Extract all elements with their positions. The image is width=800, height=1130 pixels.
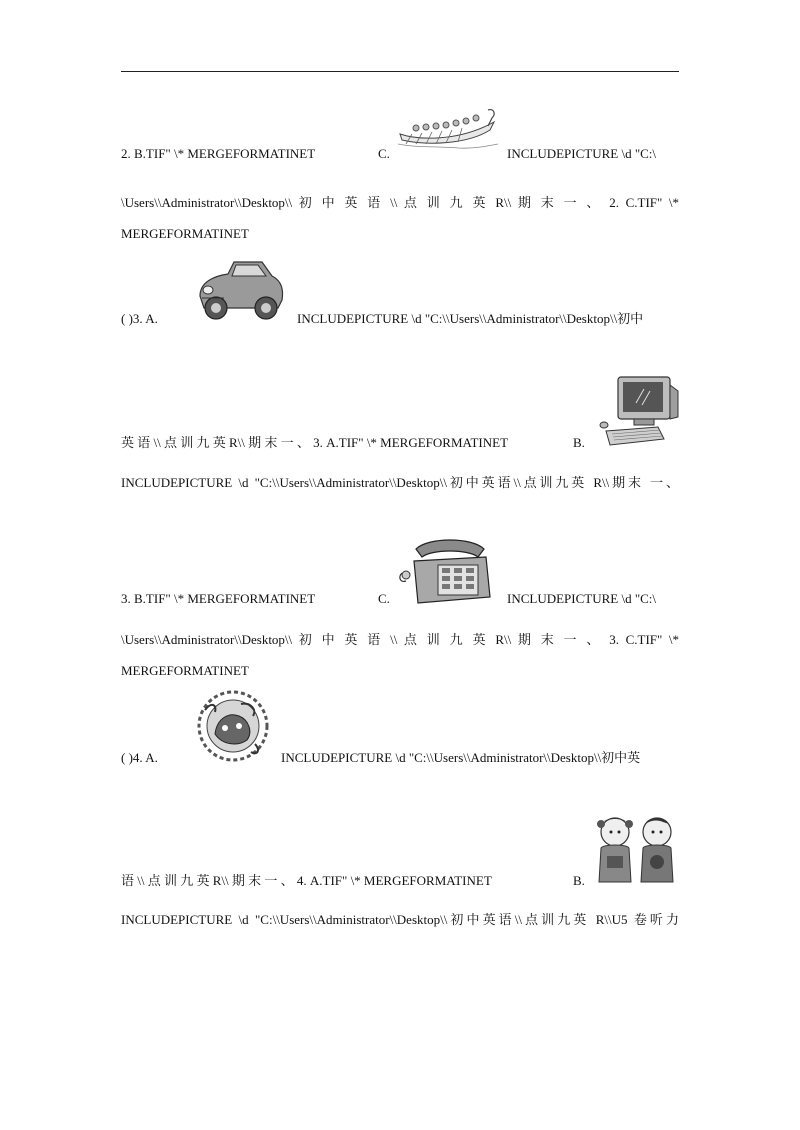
header-rule	[121, 71, 679, 72]
text-line-3: INCLUDEPICTURE \d "C:\\Users\\Administrator\\Desktop\\初中英语\\点训九英 R\\期末 一、	[121, 475, 679, 490]
row2-text-b: C.	[378, 146, 390, 161]
row6-text-b: INCLUDEPICTURE \d "C:\\Users\\Administrator\\Desktop\\初中英	[281, 750, 641, 765]
text-line-1: \Users\\Administrator\\Desktop\\ 初 中 英 语 \\ 点 训 九 英 R\\ 期 末 一 、 2. C.TIF" \*	[121, 195, 679, 210]
computer-image	[598, 375, 680, 447]
text-line-5: MERGEFORMATINET	[121, 663, 249, 678]
row2-text-a: 2. B.TIF" \* MERGEFORMATINET	[121, 146, 316, 161]
dragon-boat-image	[398, 100, 498, 150]
row4-text-a: 英 语 \\ 点 训 九 英 R\\ 期 末 一 、 3. A.TIF" \* MERGEFORMATINET	[121, 435, 509, 450]
telephone-image	[398, 535, 494, 607]
row4-text-b: B.	[573, 435, 585, 450]
text-line-2: MERGEFORMATINET	[121, 226, 249, 241]
row3-text-b: INCLUDEPICTURE \d "C:\\Users\\Administrator\\Desktop\\初中	[297, 311, 644, 326]
chinese-children-image	[593, 812, 681, 888]
row5-text-c: INCLUDEPICTURE \d "C:\	[507, 591, 657, 606]
text-line-4: \Users\\Administrator\\Desktop\\ 初 中 英 语 \\ 点 训 九 英 R\\ 期 末 一 、 3. C.TIF" \*	[121, 632, 679, 647]
row3-text-a: ( )3. A.	[121, 311, 158, 326]
car-image	[194, 252, 286, 324]
paper-cut-image	[195, 688, 271, 764]
text-line-6: INCLUDEPICTURE \d "C:\\Users\\Administrator\\Desktop\\初中英语\\点训九英 R\\U5 卷听力	[121, 912, 679, 927]
row2-text-c: INCLUDEPICTURE \d "C:\	[507, 146, 657, 161]
row7-text-a: 语 \\ 点 训 九 英 R\\ 期 末 一 、 4. A.TIF" \* MERGEFORMATINET	[121, 873, 492, 888]
row6-text-a: ( )4. A.	[121, 750, 158, 765]
row7-text-b: B.	[573, 873, 585, 888]
row5-text-b: C.	[378, 591, 390, 606]
row5-text-a: 3. B.TIF" \* MERGEFORMATINET	[121, 591, 316, 606]
